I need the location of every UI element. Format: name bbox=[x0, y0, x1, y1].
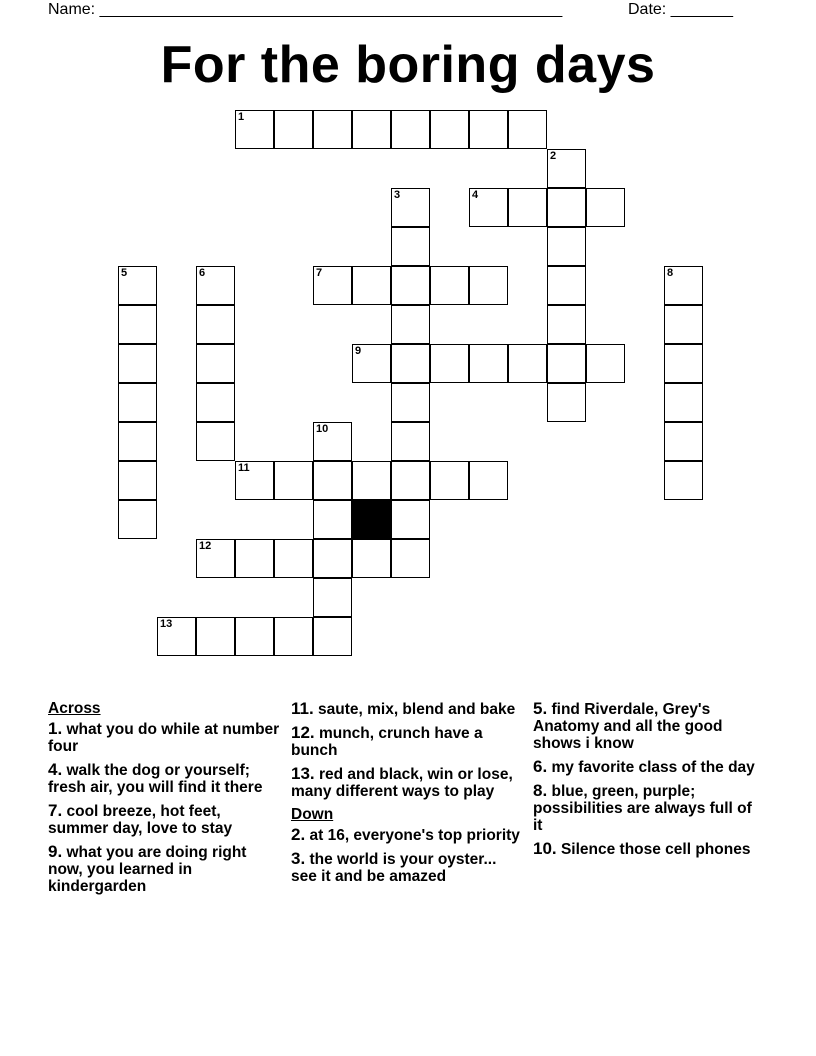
grid-cell[interactable] bbox=[118, 422, 157, 461]
grid-cell[interactable] bbox=[196, 344, 235, 383]
grid-cell[interactable] bbox=[391, 461, 430, 500]
clue-column-3 bbox=[533, 700, 765, 864]
grid-cell[interactable] bbox=[469, 344, 508, 383]
clue-number: 12 bbox=[199, 540, 212, 552]
grid-cell[interactable] bbox=[196, 383, 235, 422]
grid-cell[interactable] bbox=[664, 344, 703, 383]
clue-down-8: 8. blue, green, purple; possibilities are always full of it bbox=[533, 781, 752, 834]
grid-cell[interactable] bbox=[196, 617, 235, 656]
grid-cell[interactable] bbox=[157, 617, 196, 656]
grid-cell[interactable] bbox=[391, 305, 430, 344]
grid-cell[interactable] bbox=[391, 266, 430, 305]
grid-cell[interactable] bbox=[469, 461, 508, 500]
grid-cell[interactable] bbox=[430, 461, 469, 500]
grid-cell[interactable] bbox=[118, 305, 157, 344]
grid-cell[interactable] bbox=[664, 305, 703, 344]
grid-cell[interactable] bbox=[274, 110, 313, 149]
grid-cell[interactable] bbox=[391, 188, 430, 227]
grid-cell[interactable] bbox=[430, 110, 469, 149]
clue-down-2: 2. at 16, everyone's top priority bbox=[291, 825, 520, 844]
puzzle-title: For the boring days bbox=[160, 36, 656, 94]
grid-cell[interactable] bbox=[469, 266, 508, 305]
grid-cell[interactable] bbox=[118, 383, 157, 422]
clue-number: 3 bbox=[394, 189, 401, 201]
date-field-label[interactable]: Date: _______ bbox=[628, 1, 733, 18]
grid-block bbox=[352, 500, 391, 539]
grid-cell[interactable] bbox=[430, 266, 469, 305]
grid-cell[interactable] bbox=[508, 344, 547, 383]
grid-cell[interactable] bbox=[118, 266, 157, 305]
clue-across-4: 4. walk the dog or yourself; fresh air, you will find it there bbox=[48, 760, 263, 796]
grid-cell[interactable] bbox=[118, 500, 157, 539]
across-heading: Across bbox=[48, 700, 101, 717]
grid-cell[interactable] bbox=[547, 383, 586, 422]
grid-cell[interactable] bbox=[196, 305, 235, 344]
grid-cell[interactable] bbox=[547, 266, 586, 305]
grid-cell[interactable] bbox=[391, 110, 430, 149]
grid-cell[interactable] bbox=[235, 617, 274, 656]
grid-cell[interactable] bbox=[313, 461, 352, 500]
grid-cell[interactable] bbox=[313, 266, 352, 305]
clue-down-3: 3. the world is your oyster... see it and be amazed bbox=[291, 849, 497, 885]
grid-cell[interactable] bbox=[664, 422, 703, 461]
grid-cell[interactable] bbox=[469, 188, 508, 227]
grid-cell[interactable] bbox=[352, 266, 391, 305]
grid-cell[interactable] bbox=[274, 617, 313, 656]
grid-cell[interactable] bbox=[118, 461, 157, 500]
grid-cell[interactable] bbox=[664, 266, 703, 305]
grid-cell[interactable] bbox=[430, 344, 469, 383]
grid-cell[interactable] bbox=[547, 188, 586, 227]
grid-cell[interactable] bbox=[664, 383, 703, 422]
grid-cell[interactable] bbox=[235, 461, 274, 500]
grid-cell[interactable] bbox=[547, 305, 586, 344]
clue-number: 5 bbox=[121, 267, 128, 279]
grid-cell[interactable] bbox=[313, 500, 352, 539]
grid-cell[interactable] bbox=[391, 227, 430, 266]
clue-down-6: 6. my favorite class of the day bbox=[533, 757, 755, 776]
grid-cell[interactable] bbox=[196, 266, 235, 305]
clue-number: 6 bbox=[199, 267, 206, 279]
clue-column-2 bbox=[291, 700, 523, 891]
grid-cell[interactable] bbox=[235, 110, 274, 149]
grid-cell[interactable] bbox=[235, 539, 274, 578]
grid-cell[interactable] bbox=[547, 227, 586, 266]
clue-down-5: 5. find Riverdale, Grey's Anatomy and all the good shows i know bbox=[533, 699, 723, 752]
grid-cell[interactable] bbox=[391, 344, 430, 383]
grid-cell[interactable] bbox=[313, 422, 352, 461]
grid-cell[interactable] bbox=[352, 344, 391, 383]
clue-across-1: 1. what you do while at number four bbox=[48, 719, 280, 755]
grid-cell[interactable] bbox=[313, 617, 352, 656]
grid-cell[interactable] bbox=[352, 110, 391, 149]
grid-cell[interactable] bbox=[352, 461, 391, 500]
clue-across-7: 7. cool breeze, hot feet, summer day, love to stay bbox=[48, 801, 233, 837]
grid-cell[interactable] bbox=[547, 149, 586, 188]
grid-cell[interactable] bbox=[391, 539, 430, 578]
grid-cell[interactable] bbox=[508, 110, 547, 149]
grid-cell[interactable] bbox=[313, 578, 352, 617]
clue-number: 4 bbox=[472, 189, 479, 201]
grid-cell[interactable] bbox=[391, 422, 430, 461]
clue-across-13: 13. red and black, win or lose, many different ways to play bbox=[291, 764, 513, 800]
grid-cell[interactable] bbox=[664, 461, 703, 500]
clue-column-1 bbox=[48, 700, 280, 901]
down-heading: Down bbox=[291, 806, 334, 823]
clue-number: 9 bbox=[355, 345, 362, 357]
grid-cell[interactable] bbox=[196, 539, 235, 578]
grid-cell[interactable] bbox=[352, 539, 391, 578]
clue-across-11: 11. saute, mix, blend and bake bbox=[291, 699, 516, 718]
grid-cell[interactable] bbox=[391, 500, 430, 539]
clue-number: 7 bbox=[316, 267, 323, 279]
grid-cell[interactable] bbox=[274, 539, 313, 578]
name-field-label[interactable]: Name: ____________________________________________________ bbox=[48, 1, 563, 18]
clue-number: 11 bbox=[238, 462, 250, 474]
grid-cell[interactable] bbox=[274, 461, 313, 500]
clue-across-9: 9. what you are doing right now, you learned in kindergarden bbox=[48, 842, 247, 895]
clue-number: 13 bbox=[160, 618, 173, 630]
grid-cell[interactable] bbox=[586, 188, 625, 227]
grid-cell[interactable] bbox=[391, 383, 430, 422]
grid-cell[interactable] bbox=[118, 344, 157, 383]
clue-number: 10 bbox=[316, 423, 329, 435]
clue-number: 1 bbox=[238, 111, 245, 123]
grid-cell[interactable] bbox=[469, 110, 508, 149]
grid-cell[interactable] bbox=[196, 422, 235, 461]
clue-number: 2 bbox=[550, 150, 557, 162]
grid-cell[interactable] bbox=[313, 110, 352, 149]
grid-cell[interactable] bbox=[313, 539, 352, 578]
clue-number: 8 bbox=[667, 267, 674, 279]
grid-cell[interactable] bbox=[547, 344, 586, 383]
clue-across-12: 12. munch, crunch have a bunch bbox=[291, 723, 483, 759]
grid-cell[interactable] bbox=[508, 188, 547, 227]
clue-down-10: 10. Silence those cell phones bbox=[533, 839, 751, 858]
grid-cell[interactable] bbox=[586, 344, 625, 383]
